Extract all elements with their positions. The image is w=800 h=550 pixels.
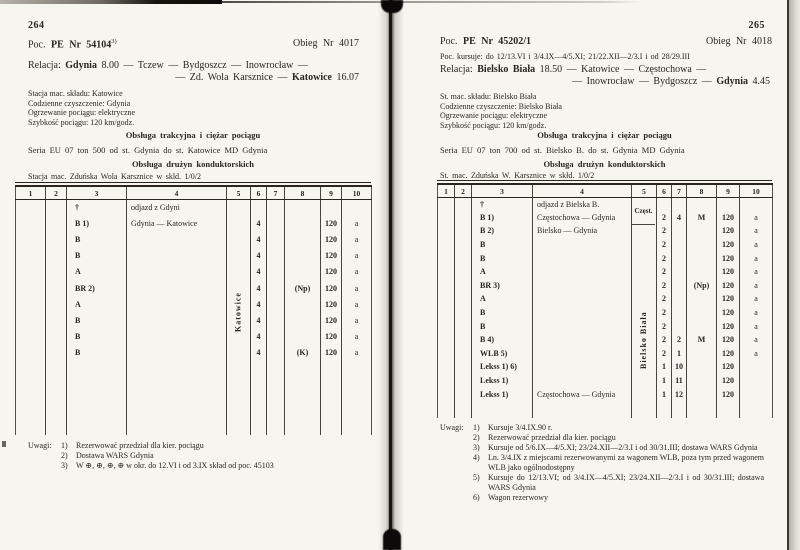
- route-destination-time: 4.45: [752, 76, 770, 87]
- wagon-row: BR 3) 2 (Np) 120 a: [438, 279, 773, 293]
- wagon-row: B 4 120 a: [16, 329, 372, 345]
- route-cell: [533, 279, 632, 293]
- remark-number: 4): [473, 453, 480, 462]
- route-cell: [127, 280, 227, 296]
- wagon-type-cell: BR 3): [472, 279, 533, 293]
- col-header: 6: [251, 186, 267, 200]
- speed-cell: 120: [717, 333, 740, 347]
- route-label: Relacja:: [28, 60, 61, 71]
- route-cell: [533, 252, 632, 266]
- route-cell: [533, 374, 632, 388]
- col-header: 10: [740, 184, 773, 198]
- col-header: 7: [672, 184, 687, 198]
- speed-cell: 120: [717, 211, 740, 225]
- route-origin: Bielsko Biała: [477, 64, 536, 75]
- section-traction-title: Obsługa trakcyjna i ciężar pociągu: [537, 130, 672, 140]
- wagon-type-cell: B 2): [472, 225, 533, 239]
- route-cell: [533, 347, 632, 361]
- speed-cell: 120: [717, 306, 740, 320]
- info-line: Szybkość pociągu: 120 km/godz.: [28, 117, 135, 127]
- remark-number: 3): [61, 461, 68, 470]
- table-header: [438, 184, 773, 198]
- info-line: Ogrzewanie pociągu: elektryczne: [28, 108, 136, 118]
- remarks-right: [440, 423, 766, 503]
- route-cell: [533, 306, 632, 320]
- wagon-type-cell: Lekss 1) 6): [472, 361, 533, 375]
- wagon-type-cell: B: [472, 238, 533, 252]
- col-header: 8: [285, 186, 321, 200]
- speed-cell: 120: [717, 293, 740, 307]
- route-cell: odjazd z Bielska B.: [533, 198, 632, 212]
- route-label: Relacja:: [440, 64, 473, 75]
- route-line-2: [175, 72, 359, 83]
- wagon-rows: [438, 198, 773, 402]
- speed-cell: 120: [717, 388, 740, 402]
- page-edge-band: [789, 0, 800, 550]
- wagon-type-cell: BR 2): [67, 280, 127, 296]
- wagon-type-cell: B: [67, 248, 127, 264]
- wagon-row: BR 2) 4 (Np) 120 a: [16, 280, 372, 296]
- wagon-row: A 4 120 a: [16, 264, 372, 280]
- remark-number: 3): [473, 443, 480, 452]
- route-cell: [533, 320, 632, 334]
- route-cell: [127, 232, 227, 248]
- poc-label: Poc.: [440, 36, 458, 47]
- col-header: 8: [687, 184, 717, 198]
- route-cell: [127, 329, 227, 345]
- page-right: [432, 0, 777, 550]
- train-info-block: [440, 92, 562, 130]
- train-info-block: [28, 89, 135, 127]
- col-header: 4: [533, 184, 632, 198]
- page-number: 264: [28, 20, 45, 31]
- speed-cell: 120: [717, 374, 740, 388]
- col-header: 9: [321, 186, 342, 200]
- wagon-type-cell: B: [67, 313, 127, 329]
- route-cell: [533, 333, 632, 347]
- train-number: PE Nr 45202/1: [463, 36, 532, 47]
- remark-number: 2): [473, 433, 480, 442]
- wagon-row: A 4 120 a: [16, 297, 372, 313]
- wagon-row: B 4) 2 2 M 120 a: [438, 333, 773, 347]
- home-station-line: St. mac. Zduńska W. Karsznice w skłd. 1/0/2: [440, 171, 595, 180]
- speed-cell: 120: [717, 361, 740, 375]
- route-cell: [127, 248, 227, 264]
- wagon-type-cell: B: [67, 232, 127, 248]
- info-line: Szybkość pociągu: 120 km/godz.: [440, 120, 547, 130]
- col-header: 2: [46, 186, 67, 200]
- section-conductors-title: Obsługa drużyn konduktorskich: [543, 159, 666, 169]
- route-origin-time: 8.00: [101, 60, 119, 71]
- remark-text: Kursuje do 12/13.VI; od 3/4.IX—4/5.XI; 23/24.XII—2/3.I i od 30/31.III; dostawa WARS Gdynia: [488, 473, 764, 492]
- route-cell: [533, 238, 632, 252]
- wagon-row: WLB 5) 2 1 120 a: [438, 347, 773, 361]
- col-header: 5: [227, 186, 251, 200]
- info-line: Codzienne czyszczenie: Gdynia: [28, 98, 131, 108]
- route-origin-time: 18.50: [539, 64, 563, 75]
- wagon-type-cell: A: [67, 264, 127, 280]
- remark-item: [473, 453, 766, 473]
- wagon-row: B 4 120 a: [16, 248, 372, 264]
- col-header: 6: [657, 184, 672, 198]
- route-cell: Częstochowa — Gdynia: [533, 211, 632, 225]
- remark-text: Rezerwować przedział dla kier. pociągu: [488, 433, 616, 442]
- remarks-list: [61, 441, 350, 471]
- route-cell: odjazd z Gdyni: [127, 200, 227, 216]
- page-left: [15, 0, 371, 550]
- route-line-1: [440, 64, 706, 75]
- wagon-row: B 4 120 a: [16, 313, 372, 329]
- remarks-left: [28, 441, 350, 471]
- wagon-type-cell: B 1): [472, 211, 533, 225]
- wagon-row: [438, 198, 773, 212]
- table-filler: [16, 361, 372, 435]
- remarks-label: Uwagi:: [440, 423, 464, 432]
- remark-text: Dostawa WARS Gdynia: [76, 451, 154, 460]
- col-header: 3: [472, 184, 533, 198]
- col-header: 7: [267, 186, 285, 200]
- wagon-row: B 1) Gdynia — Katowice 4 120 a: [16, 216, 372, 232]
- wagon-row: B 2 120 a: [438, 252, 773, 266]
- wagon-row: B 2) Bielsko — Gdynia 2 120 a: [438, 225, 773, 239]
- speed-cell: 120: [717, 225, 740, 239]
- vertical-station-label: Katowice: [233, 292, 243, 332]
- route-cell: Częstochowa — Gdynia: [533, 388, 632, 402]
- route-via-2: — Inowrocław — Bydgoszcz —: [572, 76, 712, 87]
- speed-cell: 120: [321, 345, 342, 361]
- speed-cell: 120: [717, 279, 740, 293]
- route-cell: [127, 313, 227, 329]
- route-destination: Gdynia: [716, 76, 748, 87]
- wagon-row: B 2 120 a: [438, 238, 773, 252]
- speed-cell: 120: [321, 216, 342, 232]
- route-via-2: — Zd. Wola Karsznice —: [175, 72, 288, 83]
- wagon-type-cell: B 4): [472, 333, 533, 347]
- scan-speck: [2, 441, 6, 447]
- loco-series-line: Seria EU 07 ton 700 od st. Bielsko B. do st. Gdynia MD Gdynia: [440, 145, 685, 155]
- col-header: 10: [342, 186, 372, 200]
- section-conductors-title: Obsługa drużyn konduktorskich: [131, 159, 255, 169]
- poc-label: Poc.: [28, 39, 46, 51]
- route-cell: [533, 361, 632, 375]
- wagon-row: B 4 (K) 120 a: [16, 345, 372, 361]
- route-cell: [533, 293, 632, 307]
- speed-cell: 120: [321, 313, 342, 329]
- route-via-1: — Katowice — Częstochowa —: [566, 64, 707, 75]
- route-cell: [533, 265, 632, 279]
- col-header: 4: [127, 186, 227, 200]
- route-destination-time: 16.07: [336, 72, 359, 83]
- remarks-list: [473, 423, 766, 503]
- remark-number: 6): [473, 493, 480, 502]
- speed-cell: 120: [717, 238, 740, 252]
- remark-text: Kursuje od 5/6.IX—4/5.XI; 23/24.XII—2/3.I i od 30/31.III; dostawa WARS Gdynia: [488, 443, 758, 452]
- train-footnote-ref: 3): [111, 38, 117, 45]
- info-line: Stacja mac. składu: Katowice: [28, 89, 123, 98]
- info-line: Ogrzewanie pociągu: elektryczne: [440, 111, 548, 121]
- route-cell: [127, 297, 227, 313]
- route-cell: Gdynia — Katowice: [127, 216, 227, 232]
- wagon-row: B 2 120 a: [438, 320, 773, 334]
- speed-cell: [321, 200, 342, 216]
- col-header: 1: [438, 184, 455, 198]
- remark-number: 1): [473, 423, 480, 432]
- wagon-row: Lekss 1) 6) 1 10 120: [438, 361, 773, 375]
- route-cell: [127, 345, 227, 361]
- remark-item: [473, 473, 766, 493]
- wagon-type-cell: †: [472, 198, 533, 212]
- route-cell: [127, 264, 227, 280]
- route-via-1: — Tczew — Bydgoszcz — Inowrocław —: [123, 60, 308, 71]
- wagon-row: A 2 120 a: [438, 265, 773, 279]
- remark-text: W ⊕, ⊕, ⊕, ⊕ w okr. do 12.VI i od 3.IX skład od poc. 45103: [76, 461, 274, 470]
- obieg-number: Obieg Nr 4018: [706, 36, 772, 47]
- wagon-type-cell: †: [67, 200, 127, 216]
- wagon-type-cell: A: [472, 293, 533, 307]
- czestochowa-cell: Częst.: [632, 197, 655, 225]
- remark-item: [61, 441, 350, 451]
- remark-text: Ln. 3/4.IX z miejscami rezerwowanymi za wagonem WLB, poza tym przed wagonem WLB jako ogólnodostępny: [488, 453, 764, 472]
- remark-number: 5): [473, 473, 480, 482]
- train-header: [440, 36, 531, 47]
- operating-days-line: Poc. kursuje: do 12/13.VI i 3/4.IX—4/5.XI; 21/22.XII—2/3.I i od 28/29.III: [440, 52, 690, 61]
- remark-number: 1): [61, 441, 68, 450]
- wagon-type-cell: Lekss 1): [472, 374, 533, 388]
- wagon-type-cell: B: [472, 252, 533, 266]
- binding-gutter-line: [389, 0, 392, 550]
- col-header: 5: [632, 184, 657, 198]
- consist-table: [15, 185, 371, 435]
- speed-cell: 120: [321, 232, 342, 248]
- remark-number: 2): [61, 451, 68, 460]
- route-destination: Katowice: [292, 72, 332, 83]
- remark-item: [473, 423, 766, 433]
- obieg-number: Obieg Nr 4017: [293, 38, 359, 49]
- speed-cell: 120: [321, 329, 342, 345]
- wagon-row: Lekss 1) 1 11 120: [438, 374, 773, 388]
- section-traction-title: Obsługa trakcyjna i ciężar pociągu: [125, 130, 261, 140]
- consist-table: [437, 183, 772, 418]
- wagon-row: B 1) Częstochowa — Gdynia 2 4 M 120 a: [438, 211, 773, 225]
- speed-cell: 120: [321, 264, 342, 280]
- speed-cell: 120: [321, 297, 342, 313]
- speed-cell: 120: [717, 265, 740, 279]
- remark-item: [473, 433, 766, 443]
- wagon-row: [16, 200, 372, 216]
- remark-item: [473, 443, 766, 453]
- train-header: [28, 38, 117, 50]
- loco-series-line: Seria EU 07 ton 500 od st. Gdynia do st. Katowice MD Gdynia: [28, 145, 268, 155]
- wagon-type-cell: B: [67, 345, 127, 361]
- speed-cell: 120: [717, 347, 740, 361]
- wagon-type-cell: B: [472, 306, 533, 320]
- wagon-type-cell: B: [472, 320, 533, 334]
- wagon-row: A 2 120 a: [438, 293, 773, 307]
- train-number: PE Nr 54104: [51, 39, 112, 51]
- speed-cell: 120: [717, 320, 740, 334]
- wagon-row: B 2 120 a: [438, 306, 773, 320]
- col-header: 3: [67, 186, 127, 200]
- remark-item: [61, 461, 350, 471]
- wagon-row: B 4 120 a: [16, 232, 372, 248]
- page-number: 265: [748, 20, 765, 31]
- wagon-rows: [16, 200, 372, 362]
- info-line: St. mac. składu: Bielsko Biała: [440, 92, 537, 101]
- info-line: Codzienne czyszczenie: Bielsko Biała: [440, 101, 562, 111]
- table-filler: [438, 401, 773, 418]
- route-cell: Bielsko — Gdynia: [533, 225, 632, 239]
- speed-cell: 120: [321, 248, 342, 264]
- wagon-type-cell: B: [67, 329, 127, 345]
- speed-cell: 120: [717, 252, 740, 266]
- remark-text: Rezerwować przedział dla kier. pociągu: [76, 441, 204, 450]
- table-header: [16, 186, 372, 200]
- remark-item: [473, 493, 766, 503]
- wagon-type-cell: A: [472, 265, 533, 279]
- binding-gutter-bottom-blob: [383, 529, 401, 550]
- col-header: 9: [717, 184, 740, 198]
- remark-text: Kursuje 3/4.IX.90 r.: [488, 423, 553, 432]
- speed-cell: [717, 198, 740, 212]
- col-header: 1: [16, 186, 46, 200]
- speed-cell: 120: [321, 280, 342, 296]
- home-station-line: Stacja mac. Zduńska Wola Karsznice w skld. 1/0/2: [28, 172, 201, 181]
- wagon-type-cell: B 1): [67, 216, 127, 232]
- wagon-row: Lekss 1) Częstochowa — Gdynia 1 12 120: [438, 388, 773, 402]
- route-origin: Gdynia: [65, 60, 97, 71]
- col-header: 2: [455, 184, 472, 198]
- wagon-type-cell: Lekss 1): [472, 388, 533, 402]
- route-line-2: [572, 76, 770, 87]
- wagon-type-cell: WLB 5): [472, 347, 533, 361]
- wagon-type-cell: A: [67, 297, 127, 313]
- remark-text: Wagon rezerwowy: [488, 493, 548, 502]
- remarks-label: Uwagi:: [28, 441, 52, 450]
- vertical-station-label: Bielsko Biała: [639, 311, 648, 369]
- remark-item: [61, 451, 350, 461]
- route-line-1: [28, 60, 308, 71]
